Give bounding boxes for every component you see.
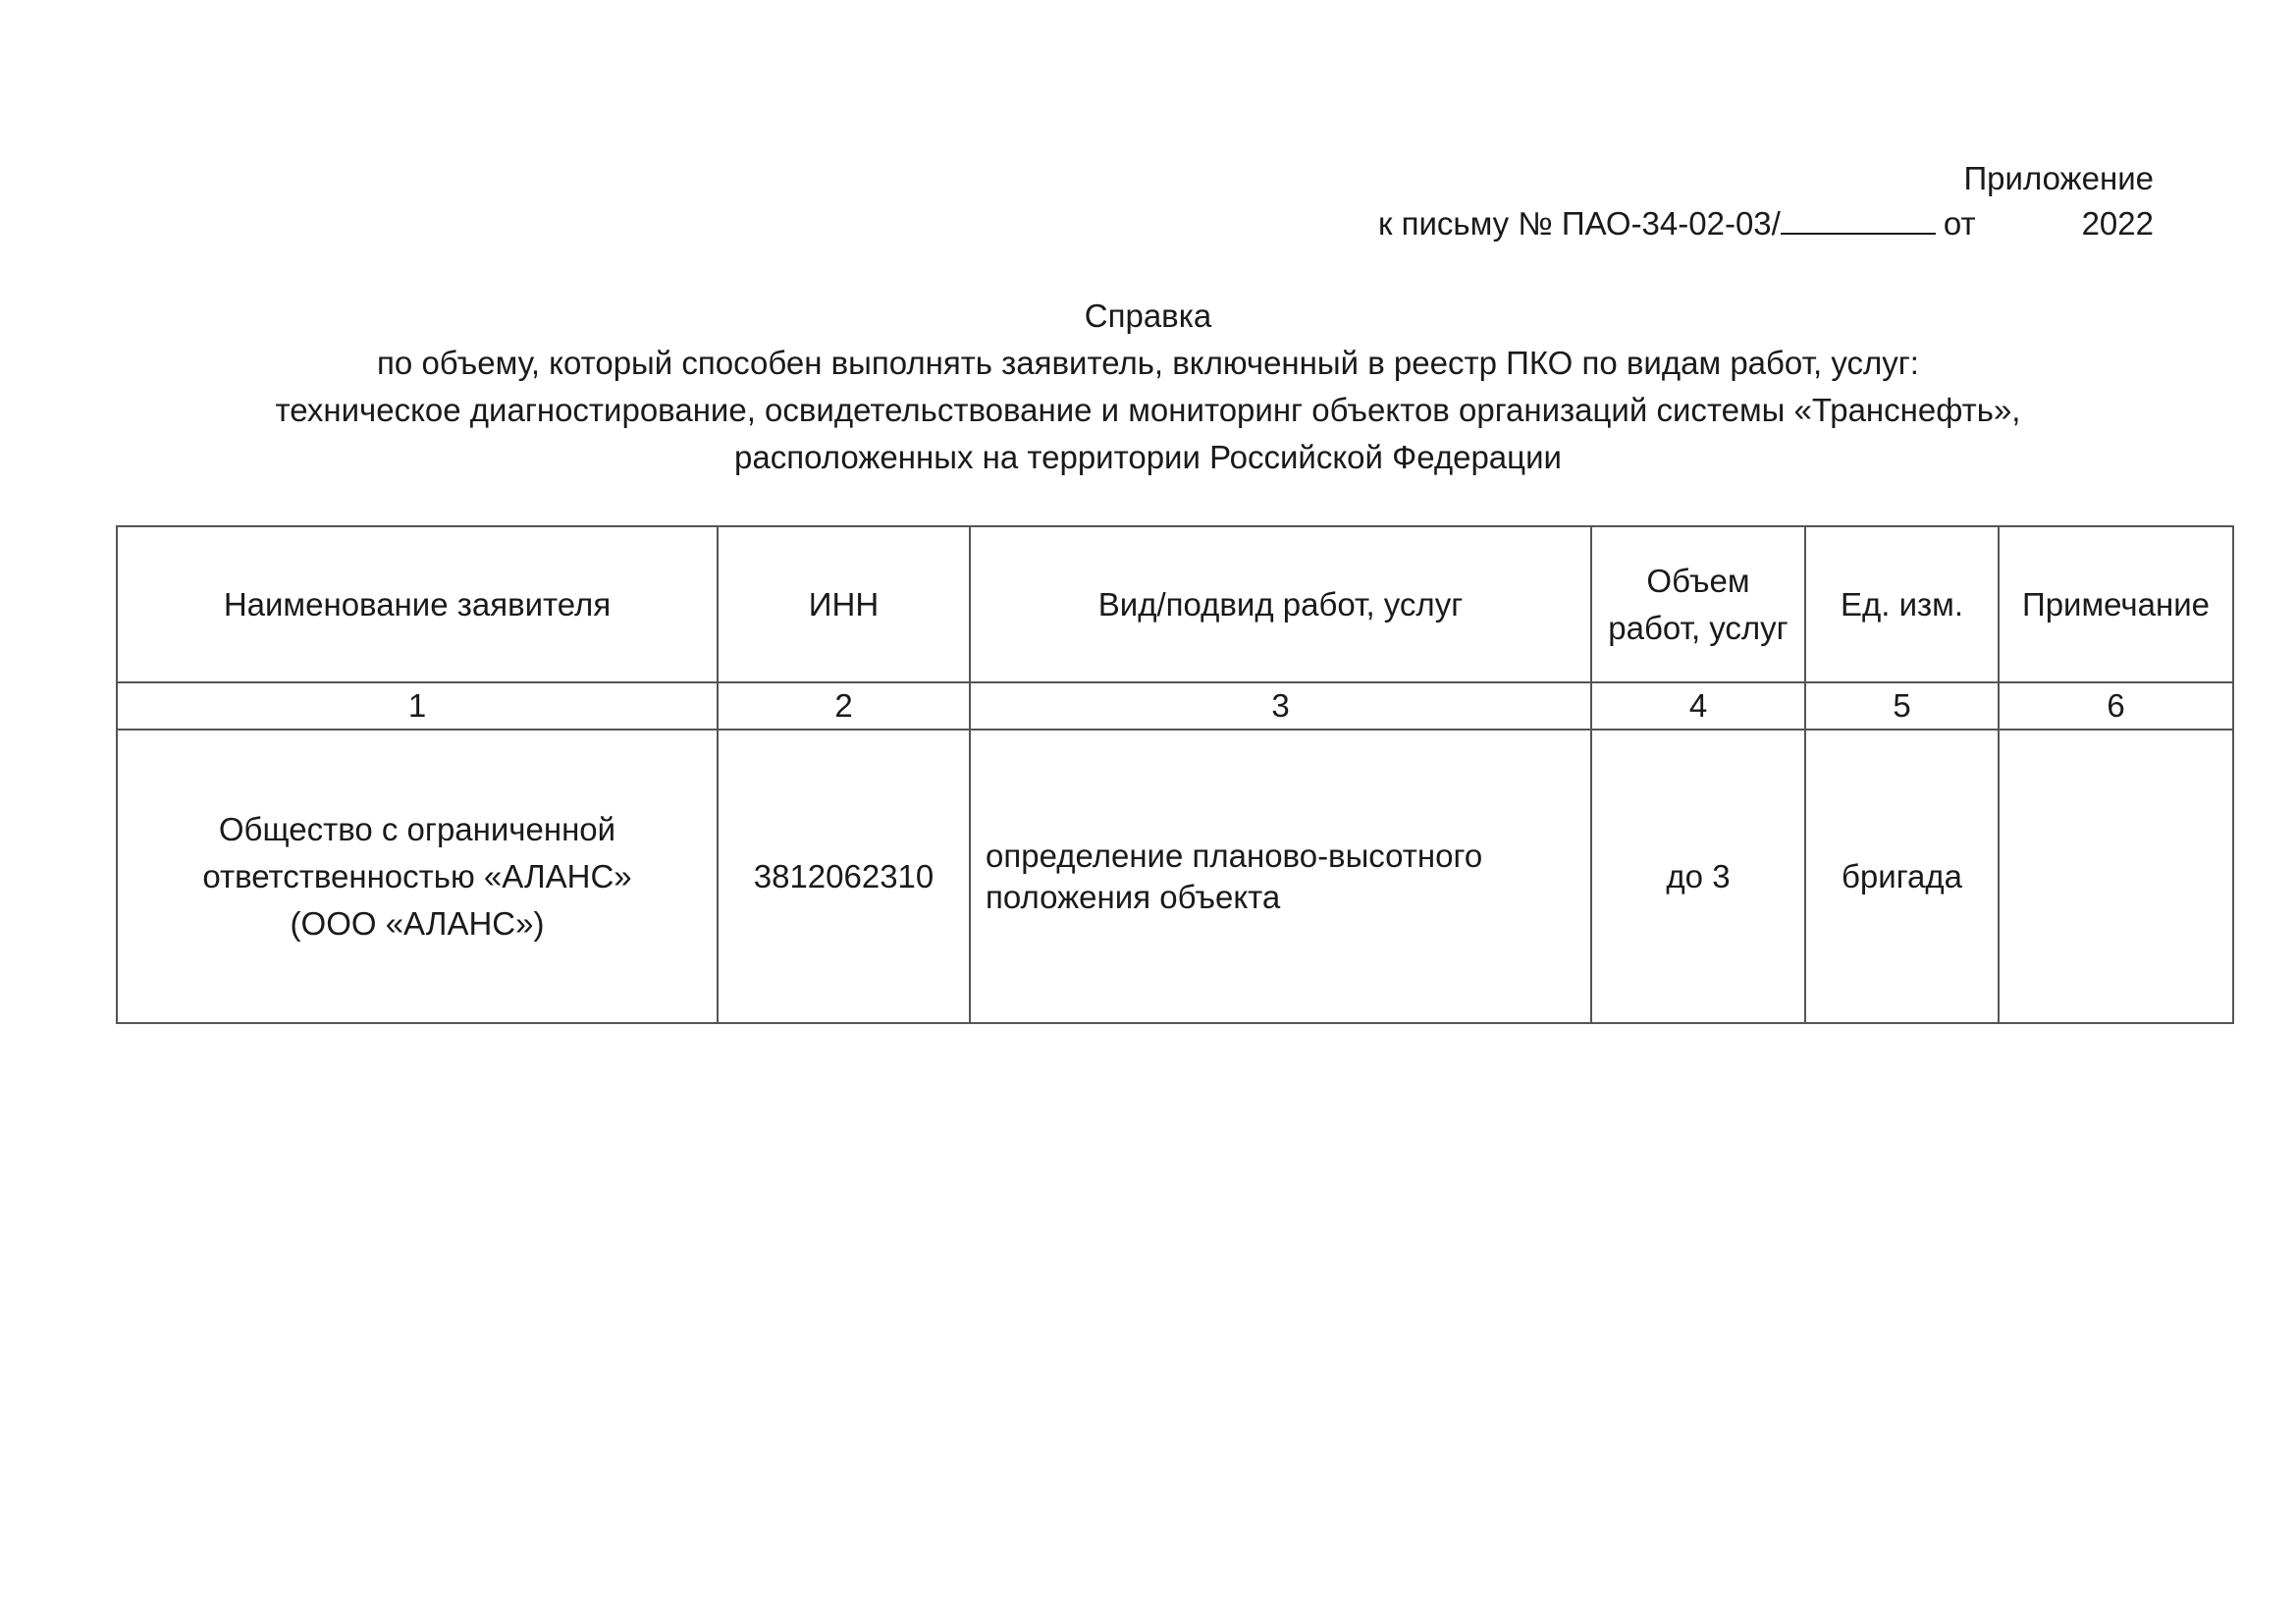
volume-cell: до 3 (1591, 730, 1805, 1023)
applicant-name-cell (117, 730, 718, 1023)
unit-cell: бригада (1805, 730, 1999, 1023)
column-number: 4 (1591, 682, 1805, 730)
applicant-name-line-2: ответственностью «АЛАНС» (202, 857, 632, 894)
title-line-3: техническое диагностирование, освидетельствование и мониторинг объектов организаций системы «Транснефть», (275, 392, 2021, 428)
letter-number-blank (1781, 203, 1936, 235)
column-number: 1 (117, 682, 718, 730)
title-line-1: Справка (1084, 298, 1212, 334)
inn-cell: 3812062310 (718, 730, 970, 1023)
work-type-line-2: положения объекта (986, 878, 1281, 915)
title-line-4: расположенных на территории Российской Федерации (734, 439, 1562, 475)
work-type-cell (970, 730, 1591, 1023)
title-line-2: по объему, который способен выполнять заявитель, включенный в реестр ПКО по видам работ, услуг: (377, 345, 1919, 381)
letter-reference (1378, 200, 2154, 247)
header-work-type: Вид/подвид работ, услуг (970, 526, 1591, 682)
applicant-name-line-3: (ООО «АЛАНС») (290, 904, 545, 942)
header-applicant-name: Наименование заявителя (117, 526, 718, 682)
column-number: 6 (1999, 682, 2233, 730)
header-volume-line-2: работ, услуг (1608, 609, 1789, 646)
column-number: 5 (1805, 682, 1999, 730)
appendix-label: Приложение (1963, 160, 2154, 196)
header-inn: ИНН (718, 526, 970, 682)
header-unit: Ед. изм. (1805, 526, 1999, 682)
letter-number-prefix: к письму № ПАО-34-02-03/ (1378, 205, 1781, 242)
letter-from-label: от (1943, 205, 1976, 242)
table-header-row (117, 526, 2233, 682)
column-number: 2 (718, 682, 970, 730)
document-title (0, 293, 2296, 481)
header-volume (1591, 526, 1805, 682)
volume-table (116, 525, 2234, 1024)
column-number-row (117, 682, 2233, 730)
applicant-name-line-1: Общество с ограниченной (218, 810, 616, 847)
table-row (117, 730, 2233, 1023)
header-volume-line-1: Объем (1646, 562, 1750, 599)
letter-year: 2022 (2081, 205, 2154, 242)
work-type-line-1: определение планово-высотного (986, 837, 1483, 874)
note-cell (1999, 730, 2233, 1023)
header-note: Примечание (1999, 526, 2233, 682)
column-number: 3 (970, 682, 1591, 730)
